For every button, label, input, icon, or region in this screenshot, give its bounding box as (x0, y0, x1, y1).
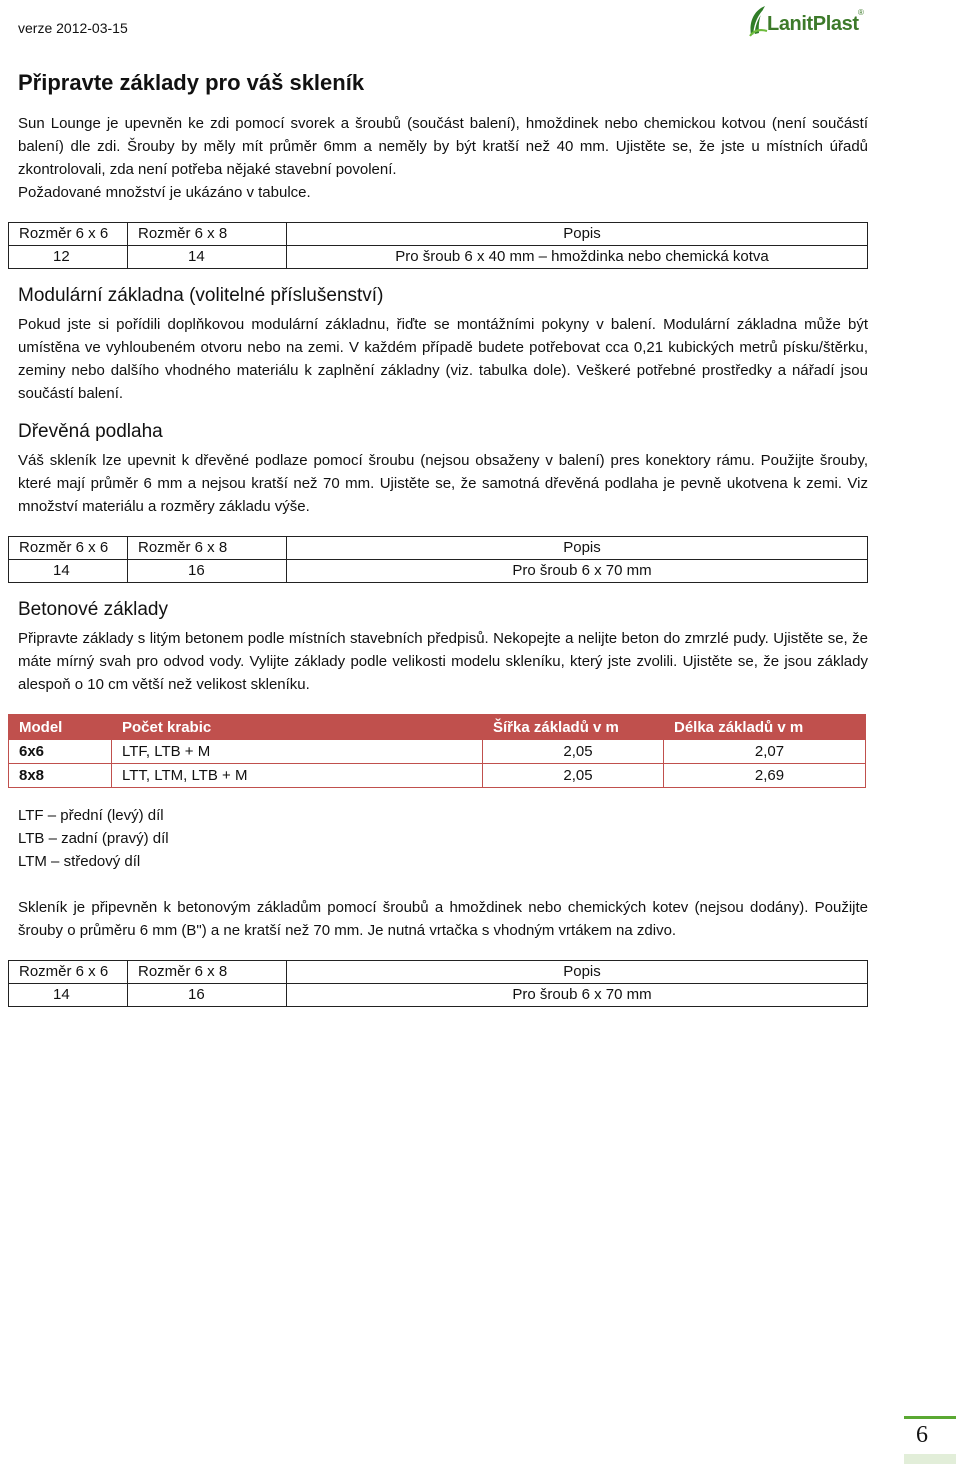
logo-text: LanitPlast (767, 13, 859, 35)
table-cell: 14 (9, 560, 128, 583)
leaf-icon (748, 5, 768, 37)
table-cell: Pro šroub 6 x 70 mm (287, 984, 868, 1007)
attach-paragraph: Skleník je připevněn k betonovým základům pomocí šroubů a hmoždinek nebo chemických kotev (nejsou dodány). Použijte šrouby o průměru 6 mm (B") a ne kratší než 70 mm. Je nutná vrtačka s vhodným vrtákem na zdivo. (18, 899, 868, 939)
concrete-paragraph: Připravte základy s litým betonem podle místních stavebních předpisů. Nekopejte a nelijte beton do zmrzlé pudy. Ujistěte se, že máte mírný svah pro odvod vody. Vylijte základy podle velikosti modelu skleníku, který jste zvolili. Ujistěte se, že jsou základy alespoň o 10 cm větší než velikost skleníku. (18, 630, 868, 693)
table-header-cell: Délka základů v m (664, 715, 866, 740)
table-header-cell: Model (9, 715, 112, 740)
model-dimensions-table (8, 714, 866, 788)
table-cell: 16 (128, 984, 287, 1007)
lanitplast-logo (748, 4, 868, 38)
table-cell: Pro šroub 6 x 40 mm – hmoždinka nebo chemická kotva (287, 246, 868, 269)
legend-item: LTF – přední (levý) díl (18, 807, 164, 824)
table-cell: 2,69 (664, 764, 866, 788)
table-row (9, 560, 868, 583)
table-cell: 2,05 (483, 764, 664, 788)
table-cell: LTT, LTM, LTB + M (112, 764, 483, 788)
screw-table-wood (8, 536, 868, 583)
table-cell: 6x6 (9, 740, 112, 764)
section-heading-wooden: Dřevěná podlaha (18, 421, 163, 442)
table-header-cell: Počet krabic (112, 715, 483, 740)
table-cell: 14 (128, 246, 287, 269)
page-header (0, 0, 960, 48)
wooden-paragraph: Váš skleník lze upevnit k dřevěné podlaze pomocí šroubu (nejsou obsaženy v balení) pres konektory rámu. Použijte šrouby, které mají průměr 6 mm a nejsou kratší než 70 mm. Ujistěte se, že samotná dřevěná podlaha je pevně ukotvena k zemi. Viz množství materiálu a rozměry základu výše. (18, 452, 868, 515)
table-header-cell: Rozměr 6 x 6 (9, 537, 128, 560)
footer-band (904, 1454, 956, 1464)
modular-paragraph: Pokud jste si pořídili doplňkovou modulární základnu, řiďte se montážními pokyny v balení. Modulární základna může být umístěna ve vyhloubeném otvoru nebo na zemi. V každém případě budete potřebovat cca 0,21 kubických metrů písku/štěrku, zeminy nebo dalšího vhodného materiálu k zaplnění základny (viz. tabulka dole). Veškeré potřebné prostředky a nářadí jsou součástí balení. (18, 316, 868, 402)
table-header-cell: Popis (287, 961, 868, 984)
version-label: verze 2012-03-15 (18, 20, 128, 36)
table-row (9, 984, 868, 1007)
legend-item: LTB – zadní (pravý) díl (18, 830, 169, 847)
legend-item: LTM – středový díl (18, 853, 141, 870)
table-row (9, 246, 868, 269)
table-header-cell: Popis (287, 223, 868, 246)
table-header-cell: Rozměr 6 x 6 (9, 223, 128, 246)
table-header-cell: Rozměr 6 x 8 (128, 223, 287, 246)
intro-paragraph: Sun Lounge je upevněn ke zdi pomocí svorek a šroubů (součást balení), hmoždinek nebo chemickou kotvou (není součástí balení) dle zdi. Šrouby by měly mít průměr 6mm a neměly by být kratší než 40 mm. Ujistěte se, že jste u místních úřadů zkontrolovali, zda není potřeba nějaké stavební povolení. (18, 115, 868, 178)
section-heading-modular: Modulární základna (volitelné příslušenství) (18, 285, 384, 306)
table-header-row (9, 537, 868, 560)
table-cell: 16 (128, 560, 287, 583)
screw-table-concrete (8, 960, 868, 1007)
table-header-cell: Rozměr 6 x 8 (128, 961, 287, 984)
document-body (18, 68, 868, 1017)
registered-mark: ® (858, 8, 864, 17)
table-cell: 2,07 (664, 740, 866, 764)
section-heading-concrete: Betonové základy (18, 599, 168, 620)
intro-quantity-note: Požadované množství je ukázáno v tabulce. (18, 184, 311, 201)
table-cell: 14 (9, 984, 128, 1007)
page-title: Připravte základy pro váš skleník (18, 70, 365, 95)
table-cell: 12 (9, 246, 128, 269)
table-row (9, 764, 866, 788)
footer-rule (904, 1416, 956, 1419)
table-header-row (9, 961, 868, 984)
table-header-cell: Popis (287, 537, 868, 560)
table-cell: LTF, LTB + M (112, 740, 483, 764)
table-row (9, 740, 866, 764)
table-header-cell: Šířka základů v m (483, 715, 664, 740)
table-header-cell: Rozměr 6 x 6 (9, 961, 128, 984)
table-cell: 8x8 (9, 764, 112, 788)
page-number: 6 (916, 1422, 928, 1448)
table-cell: 2,05 (483, 740, 664, 764)
table-header-row (9, 715, 866, 740)
table-header-row (9, 223, 868, 246)
table-header-cell: Rozměr 6 x 8 (128, 537, 287, 560)
screw-table-wall (8, 222, 868, 269)
table-cell: Pro šroub 6 x 70 mm (287, 560, 868, 583)
